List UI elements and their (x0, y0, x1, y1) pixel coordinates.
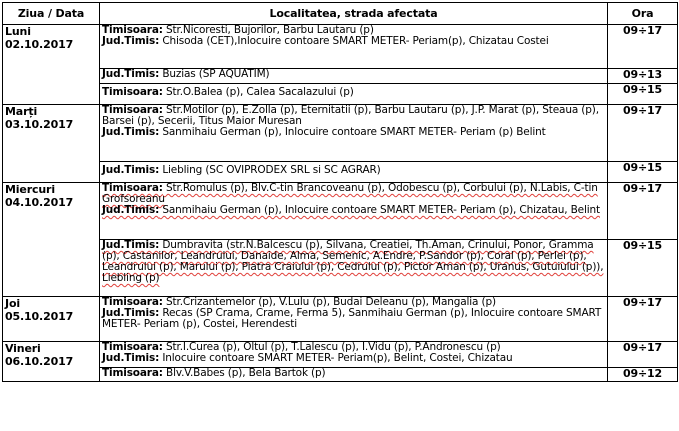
time-cell: 09÷17 (608, 342, 678, 368)
day-cell (3, 105, 100, 183)
area-label: Jud.Timis: (102, 126, 160, 138)
streets-text: Buzias (SP AQUATIM) (159, 68, 270, 80)
day-date: 06.10.2017 (5, 355, 74, 368)
time-cell: 09÷13 (608, 69, 678, 84)
table-row (3, 105, 678, 162)
streets-text: Chisoda (CET),Inlocuire contoare SMART METER- Periam(p), Chizatau Costei (159, 35, 549, 47)
time-cell: 09÷17 (608, 183, 678, 240)
streets-text: Str.Crizantemelor (p), V.Lulu (p), Budai Deleanu (p), Mangalia (p) (162, 296, 496, 308)
location-cell (100, 368, 608, 382)
day-cell (3, 183, 100, 297)
area-label: Jud.Timis: (102, 307, 160, 319)
area-label: Timisoara: (102, 296, 163, 308)
day-name: Luni (5, 25, 31, 38)
location-cell (100, 183, 608, 240)
table-row (3, 240, 678, 297)
time-cell: 09÷12 (608, 368, 678, 382)
location-cell (100, 342, 608, 368)
location-cell (100, 25, 608, 69)
day-name: Vineri (5, 342, 41, 355)
area-label: Jud.Timis: (102, 352, 160, 364)
day-name: Marți (5, 105, 38, 118)
area-label: Jud.Timis: (102, 204, 160, 216)
area-label: Jud.Timis: (102, 68, 160, 80)
streets-text: Str.I.Curea (p), Oltul (p), T.Lalescu (p), I.Vidu (p), P.Andronescu (p) (162, 341, 501, 353)
day-date: 05.10.2017 (5, 310, 74, 323)
area-label: Timisoara: (102, 182, 163, 194)
area-label: Timisoara: (102, 86, 163, 98)
streets-text: Inlocuire contoare SMART METER- Periam(p), Belint, Costei, Chizatau (159, 352, 513, 364)
area-label: Jud.Timis: (102, 35, 160, 47)
day-date: 02.10.2017 (5, 38, 74, 51)
streets-text: Sanmihaiu German (p), Inlocuire contoare SMART METER- Periam (p) Belint (159, 126, 546, 138)
streets-text: Str.Motilor (p), E.Zolla (p), Eternitatii (p), Barbu Lautaru (p), J.P. Marat (p), Steaua (p), Barsei (p), Secerii, Titus Maior Muresan (102, 104, 599, 127)
area-label: Timisoara: (102, 104, 163, 116)
streets-text: Dumbravita (str.N.Balcescu (p), Silvana, Creatiei, Th.Aman, Crinului, Ponor, Gramma (p), Castanilor, Leandrului, Danaide, Alma, Semenic, A.Endre, P.Sandor (p), Coral (p), Perlei (p), Leandrului (p), Marului (p), Piatra Craiului (p), Cedrului (p), Pictor Aman (p), Uranus, Gutuiului (p)), Liebling (p) (102, 239, 604, 284)
area-label: Jud.Timis: (102, 239, 160, 251)
area-label: Timisoara: (102, 24, 163, 36)
day-date: 04.10.2017 (5, 196, 74, 209)
area-label: Timisoara: (102, 341, 163, 353)
table-row (3, 183, 678, 240)
time-cell: 09÷15 (608, 240, 678, 297)
streets-text: Recas (SP Crama, Crame, Ferma 5), Sanmihaiu German (p), Inlocuire contoare SMART METER- Periam (p), Costei, Herendesti (102, 307, 602, 330)
location-cell (100, 162, 608, 183)
location-cell (100, 240, 608, 297)
area-label: Timisoara: (102, 367, 163, 379)
time-cell: 09÷15 (608, 84, 678, 105)
streets-text: Blv.V.Babes (p), Bela Bartok (p) (162, 367, 326, 379)
table-row (3, 162, 678, 183)
day-cell (3, 25, 100, 105)
day-name: Miercuri (5, 183, 55, 196)
table-row (3, 342, 678, 368)
time-cell: 09÷15 (608, 162, 678, 183)
table-row (3, 69, 678, 84)
location-cell (100, 84, 608, 105)
location-cell (100, 69, 608, 84)
location-cell (100, 105, 608, 162)
time-cell: 09÷17 (608, 297, 678, 342)
table-row (3, 84, 678, 105)
table-row (3, 25, 678, 69)
streets-text: Str.Nicoresti, Bujorilor, Barbu Lautaru (p) (162, 24, 374, 36)
day-cell (3, 297, 100, 342)
area-label: Jud.Timis: (102, 164, 160, 176)
table-row (3, 368, 678, 382)
day-date: 03.10.2017 (5, 118, 74, 131)
day-name: Joi (5, 297, 20, 310)
time-cell: 09÷17 (608, 25, 678, 69)
streets-text: Liebling (SC OVIPRODEX SRL si SC AGRAR) (159, 164, 381, 176)
table-row (3, 297, 678, 342)
header-location: Localitatea, strada afectata (100, 3, 608, 25)
streets-text: Str.O.Balea (p), Calea Sacalazului (p) (162, 86, 354, 98)
header-row (3, 3, 678, 25)
day-cell (3, 342, 100, 382)
header-time: Ora (608, 3, 678, 25)
outage-schedule-table (2, 2, 678, 382)
location-cell (100, 297, 608, 342)
streets-text: Sanmihaiu German (p), Inlocuire contoare SMART METER- Periam (p), Chizatau, Belint (159, 204, 600, 216)
time-cell: 09÷17 (608, 105, 678, 162)
streets-text: Str.Romulus (p), Blv.C-tin Brancoveanu (p), Odobescu (p), Corbului (p), N.Labis, C-tin Grofsoreanu (102, 182, 598, 205)
header-day-date: Ziua / Data (3, 3, 100, 25)
